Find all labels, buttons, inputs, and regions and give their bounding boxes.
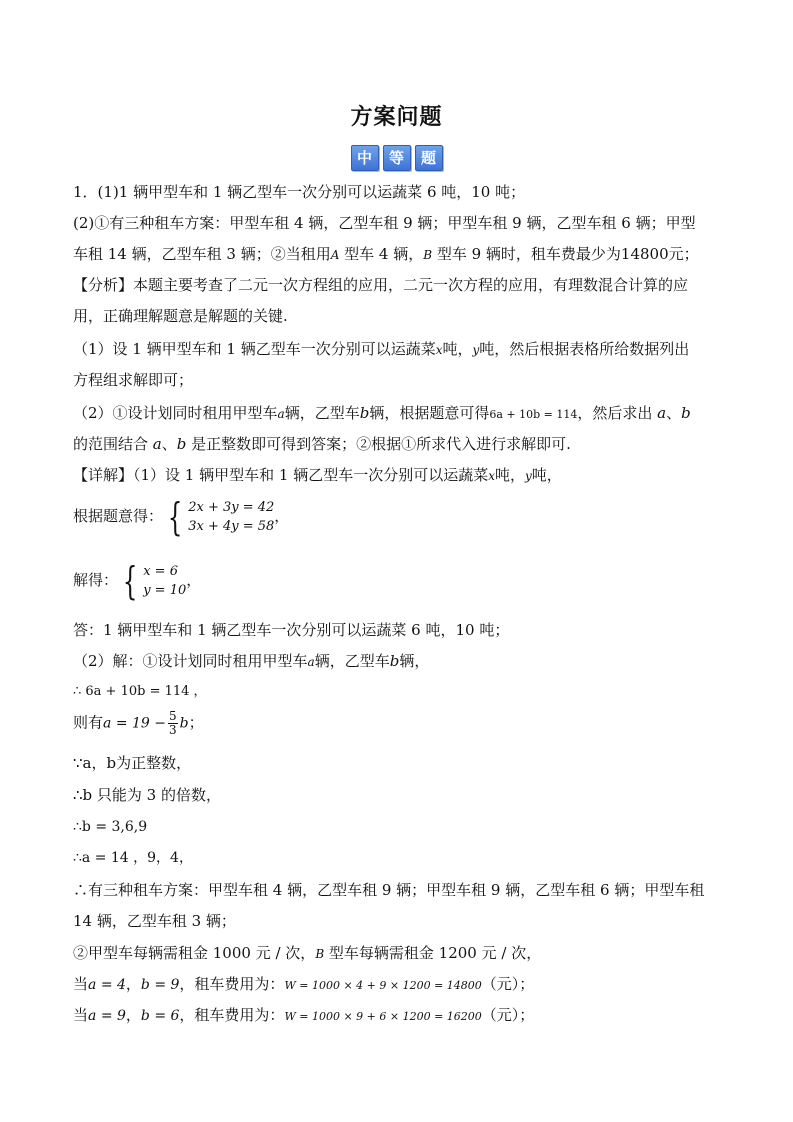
text: 当 — [73, 975, 89, 993]
brace: { — [122, 559, 138, 603]
math: b = 6 — [140, 1008, 180, 1024]
detail-line-4: ∴b 只能为 3 的倍数， — [73, 786, 221, 804]
analysis-line-6 — [73, 433, 733, 455]
text: 吨， — [495, 466, 526, 484]
page-title: 方案问题 — [350, 104, 443, 130]
equation-system — [118, 559, 187, 603]
detail-line-3: ∵a，b为正整数， — [73, 754, 192, 772]
text: 辆， — [399, 652, 430, 670]
text: （元）； — [481, 1006, 535, 1024]
text: 辆，根据题意可得 — [369, 404, 490, 422]
text: 解得： — [73, 571, 119, 589]
math: b = 9 — [140, 977, 180, 993]
math: B — [423, 248, 433, 262]
equation-system — [163, 495, 275, 539]
detail-cost-line-2 — [73, 1004, 733, 1028]
math: x — [435, 343, 443, 357]
detail-line-2 — [73, 650, 733, 673]
denominator: 3 — [169, 723, 177, 737]
math: x — [488, 469, 495, 483]
text: 车租 14 辆，乙型车租 3 辆；②当租用 — [73, 245, 331, 263]
text: 、 — [666, 404, 682, 422]
detail-line-5: ∴b = 3,6,9 — [73, 819, 148, 835]
math: b — [176, 435, 187, 453]
brace: { — [167, 495, 183, 539]
answer-line-1: 1．(1)1 辆甲型车和 1 辆乙型车一次分别可以运蔬菜 6 吨，10 吨； — [73, 183, 526, 201]
badge-char: 中 — [351, 145, 379, 171]
text: ， — [125, 975, 141, 993]
equation: y = 10 — [143, 583, 187, 598]
math: b — [179, 715, 189, 732]
badge-char: 题 — [415, 145, 443, 171]
text: （2）①设计划同时租用甲型车 — [73, 404, 278, 422]
text: ，租车费用为： — [179, 975, 285, 993]
math: a = 19 − — [103, 715, 166, 732]
text: （元）； — [481, 975, 535, 993]
detail-line-7: ∴有三种租车方案：甲型车租 4 辆，乙型车租 9 辆；甲型车租 9 辆，乙型车租 6 辆；甲型车租 — [73, 881, 705, 899]
text: 吨， — [531, 466, 562, 484]
equation: 3x + 4y = 58 — [188, 519, 275, 534]
text: ，租车费用为： — [179, 1006, 285, 1024]
text: ，然后求出 — [577, 404, 658, 422]
detail-solution-system — [73, 559, 733, 603]
detail-line-9 — [73, 942, 733, 965]
math: B — [315, 947, 325, 961]
text: 根据题意得： — [73, 507, 164, 525]
text: （1）设 1 辆甲型车和 1 辆乙型车一次分别可以运蔬菜 — [73, 340, 436, 358]
text: ； — [188, 713, 204, 732]
text: 型车 4 辆， — [339, 245, 424, 263]
numerator: 5 — [169, 709, 177, 723]
difficulty-badge — [0, 145, 793, 171]
math: W = 1000 × 4 + 9 × 1200 = 14800 — [284, 979, 482, 992]
math: a — [307, 655, 315, 669]
math: A — [330, 248, 340, 262]
detail-equation-system — [73, 495, 733, 539]
math: y — [525, 469, 532, 483]
text: 的范围结合 — [73, 435, 153, 453]
text: 、 — [161, 435, 177, 453]
text: 辆，乙型车 — [314, 652, 390, 670]
text: 则有 — [73, 713, 104, 732]
math: a — [657, 404, 667, 422]
text: 当 — [73, 1006, 89, 1024]
answer-line-2: (2)①有三种租车方案：甲型车租 4 辆，乙型车租 9 辆；甲型车租 9 辆，乙型车租 6 辆；甲型 — [73, 214, 696, 232]
equations — [188, 498, 274, 536]
math: a = 9 — [88, 1008, 126, 1024]
detail-answer-1: 答：1 辆甲型车和 1 辆乙型车一次分别可以运蔬菜 6 吨，10 吨； — [73, 621, 510, 639]
analysis-line-2: 用，正确理解题意是解题的关键. — [73, 307, 288, 325]
math: a — [152, 435, 162, 453]
text: （2）解：①设计划同时租用甲型车 — [73, 652, 308, 670]
text: 型车 9 辆时，租车费最少为14800元； — [432, 245, 699, 263]
text: 【详解】（1）设 1 辆甲型车和 1 辆乙型车一次分别可以运蔬菜 — [73, 466, 489, 484]
math: 6a + 10b = 114 — [489, 408, 578, 421]
text: 是正整数即可得到答案；②根据①所求代入进行求解即可. — [186, 435, 571, 453]
badge-char: 等 — [383, 145, 411, 171]
math: b — [359, 404, 370, 422]
detail-line-8: 14 辆，乙型车租 3 辆； — [73, 912, 236, 930]
equation: 2x + 3y = 42 — [188, 500, 275, 515]
detail-cost-line-1 — [73, 973, 733, 997]
equation: x = 6 — [143, 564, 178, 579]
detail-line-6: ∴a = 14 ，9，4， — [73, 850, 193, 866]
math: y — [472, 343, 480, 357]
detail-equation: ∴ 6a + 10b = 114 ， — [73, 684, 207, 699]
math: W = 1000 × 9 + 6 × 1200 = 16200 — [284, 1010, 482, 1023]
analysis-line-3 — [73, 338, 733, 361]
equations — [143, 562, 186, 600]
text: 辆，乙型车 — [284, 404, 360, 422]
text: 吨，然后根据表格所给数据列出 — [479, 340, 690, 358]
analysis-line-5 — [73, 402, 733, 426]
math: a — [277, 407, 285, 421]
detail-fraction-line — [73, 710, 733, 737]
analysis-line-4: 方程组求解即可； — [73, 371, 194, 389]
math: b — [389, 652, 400, 670]
analysis-line-1: 【分析】本题主要考查了二元一次方程组的应用，二元一次方程的应用，有理数混合计算的应 — [73, 276, 689, 294]
answer-line-3 — [73, 243, 733, 266]
text: ， — [186, 571, 202, 589]
math: a = 4 — [88, 977, 126, 993]
text: ， — [125, 1006, 141, 1024]
fraction — [168, 710, 178, 737]
detail-line-1 — [73, 464, 733, 487]
text: 吨， — [442, 340, 473, 358]
text: ②甲型车每辆需租金 1000 元 / 次， — [73, 944, 316, 962]
math: b — [681, 404, 691, 422]
text: ， — [274, 507, 290, 525]
text: 型车每辆需租金 1200 元 / 次， — [324, 944, 542, 962]
